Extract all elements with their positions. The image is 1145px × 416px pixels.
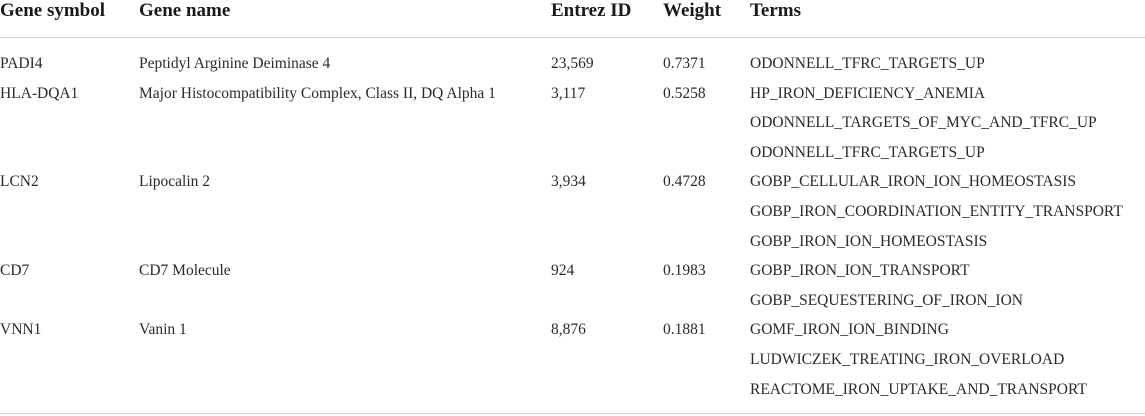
table-row-main-line [0,256,1145,286]
weight-cell: 0.1881 [663,321,706,339]
header-weight: Weight [663,0,722,21]
term-cell: REACTOME_IRON_UPTAKE_AND_TRANSPORT [750,380,1087,398]
weight-cell: 0.7371 [663,55,706,72]
table-row-main-line [0,79,1145,109]
header-gene-name: Gene name [139,0,231,21]
term-cell: GOBP_IRON_COORDINATION_ENTITY_TRANSPORT [750,203,1123,220]
header-terms: Terms [750,0,802,21]
weight-cell: 0.5258 [663,84,706,102]
gene-symbol-cell: VNN1 [0,321,42,339]
gene-name-cell: Major Histocompatibility Complex, Class II, DQ Alpha 1 [139,84,496,102]
entrez-id-cell: 3,934 [551,173,586,191]
gene-symbol-cell: CD7 [0,262,30,280]
term-cell: GOBP_IRON_ION_HOMEOSTASIS [750,232,988,250]
entrez-id-cell: 3,117 [551,84,586,102]
header-gene-symbol: Gene symbol [0,0,106,21]
weight-cell: 0.1983 [663,262,706,280]
gene-name-cell: Lipocalin 2 [139,173,211,191]
term-cell: GOBP_SEQUESTERING_OF_IRON_ION [750,291,1023,309]
term-cell: ODONNELL_TARGETS_OF_MYC_AND_TFRC_UP [750,114,1097,132]
table-row-main-line [0,315,1145,345]
table-header [0,0,1145,38]
term-cell: HP_IRON_DEFICIENCY_ANEMIA [750,84,986,102]
gene-name-cell: Peptidyl Arginine Deiminase 4 [139,55,331,72]
entrez-id-cell: 23,569 [551,55,594,72]
header-entrez-id: Entrez ID [551,0,632,21]
table-row-term-line [0,138,1145,168]
term-cell: GOMF_IRON_ION_BINDING [750,321,949,339]
table-row-main-line [0,49,1145,79]
gene-symbol-cell: LCN2 [0,173,39,191]
gene-symbol-cell: PADI4 [0,55,43,72]
gene-name-cell: CD7 Molecule [139,262,231,280]
term-cell: ODONNELL_TFRC_TARGETS_UP [750,143,985,161]
weight-cell: 0.4728 [663,173,706,191]
table-row-term-line [0,108,1145,138]
table-bottom-rule [0,413,1145,414]
term-cell: LUDWICZEK_TREATING_IRON_OVERLOAD [750,351,1065,368]
term-cell: GOBP_IRON_ION_TRANSPORT [750,262,970,280]
table-row-term-line [0,227,1145,257]
entrez-id-cell: 924 [551,262,575,280]
table-row-term-line [0,197,1145,227]
entrez-id-cell: 8,876 [551,321,586,339]
table-row-term-line [0,286,1145,316]
table-row-term-line [0,345,1145,375]
gene-symbol-cell: HLA-DQA1 [0,84,79,102]
table-row-main-line [0,167,1145,197]
term-cell: GOBP_CELLULAR_IRON_ION_HOMEOSTASIS [750,173,1076,191]
gene-name-cell: Vanin 1 [139,321,187,339]
term-cell: ODONNELL_TFRC_TARGETS_UP [750,55,985,72]
table-row-term-line [0,375,1145,405]
